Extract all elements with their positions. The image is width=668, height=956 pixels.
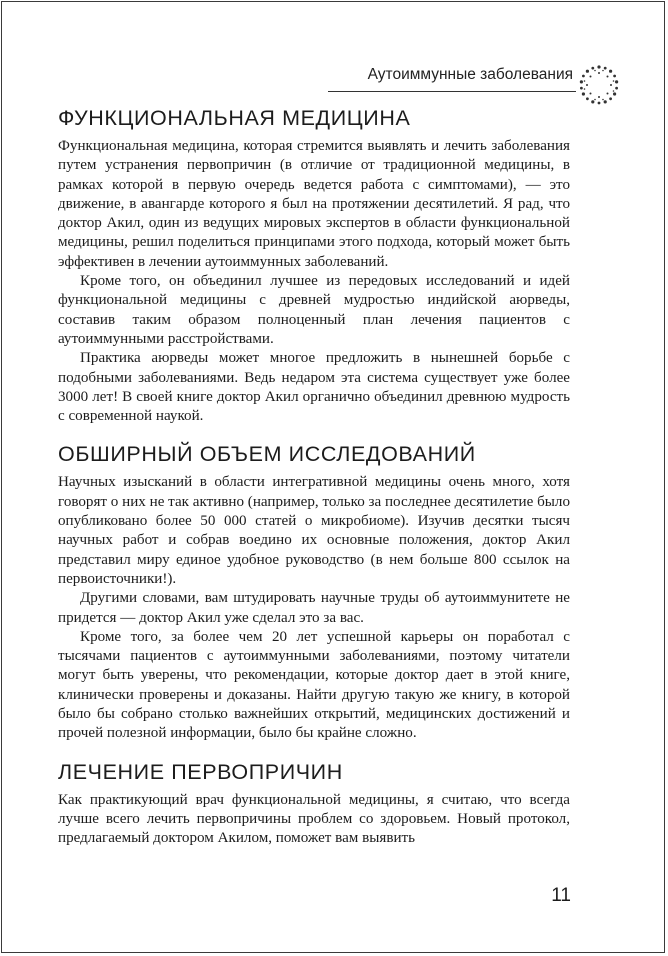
section-heading: ФУНКЦИОНАЛЬНАЯ МЕДИЦИНА [58, 106, 411, 130]
paragraph: Как практикующий врач функциональной медицины, я считаю, что всегда лучше всего лечить первопричины проблем со здоровьем. Новый протокол, предлагаемый доктором Акилом, поможет вам выявить [58, 791, 570, 847]
header-divider [328, 91, 576, 92]
paragraph: Кроме того, за более чем 20 лет успешной карьеры он поработал с тысячами пациентов с аутоиммунными заболеваниями, поэтому читатели могут быть уверены, что рекомендации, которые доктор дает в этой книге, клинически проверены и доказаны. Найти другую такую же книгу, в которой было бы собрано столько важнейших открытий, медицинских достижений и прочей полезной информации, было бы крайне сложно. [58, 628, 570, 742]
running-header-title: Аутоиммунные заболевания [367, 66, 573, 83]
paragraph: Кроме того, он объединил лучшее из передовых исследований и идей функциональной медицины с древней мудростью индийской аюрведы, составив таким образом полноценный план лечения пациентов с аутоиммунными расстройствами. [58, 273, 570, 347]
section-functional-medicine [58, 104, 570, 426]
section-root-causes [58, 758, 570, 849]
paragraph: Научных изысканий в области интегративной медицины очень много, хотя говорят о них не так активно (например, только за последнее десятилетие было опубликовано более 50 000 статей о микробиоме). Изучив десятки тысяч научных работ и собрав воедино их основные положения, доктор Акил представил миру единое удобное руководство (в нем больше 800 ссылок на первоисточники!). [58, 474, 570, 587]
section-research-volume [58, 440, 570, 743]
dotted-circle-emblem-icon [578, 64, 620, 106]
page-body [58, 104, 570, 849]
section-heading: ЛЕЧЕНИЕ ПЕРВОПРИЧИН [58, 759, 343, 784]
section-heading: ОБШИРНЫЙ ОБЪЕМ ИССЛЕДОВАНИЙ [58, 442, 476, 467]
paragraph: Функциональная медицина, которая стремится выявлять и лечить заболевания путем устранения первопричин (в отличие от традиционной медицины, в рамках которой в первую очередь ведется работа с симптомами), — это движение, в авангарде которого я был на протяжении десятилетий. Я рад, что доктор Акил, один из ведущих мировых экспертов в области функциональной медицины, решил поделиться принципами этого подхода, который может быть эффективен в лечении аутоиммунных заболеваний. [58, 138, 570, 270]
page-number: 11 [551, 885, 571, 906]
paragraph: Другими словами, вам штудировать научные труды об аутоиммунитете не придется — доктор Акил уже сделал это за вас. [58, 590, 570, 626]
paragraph: Практика аюрведы может многое предложить в нынешней борьбе с подобными заболеваниями. Ведь недаром эта система существует уже более 3000 лет! В своей книге доктор Акил органично объединил древнюю мудрость с современной наукой. [58, 350, 570, 425]
